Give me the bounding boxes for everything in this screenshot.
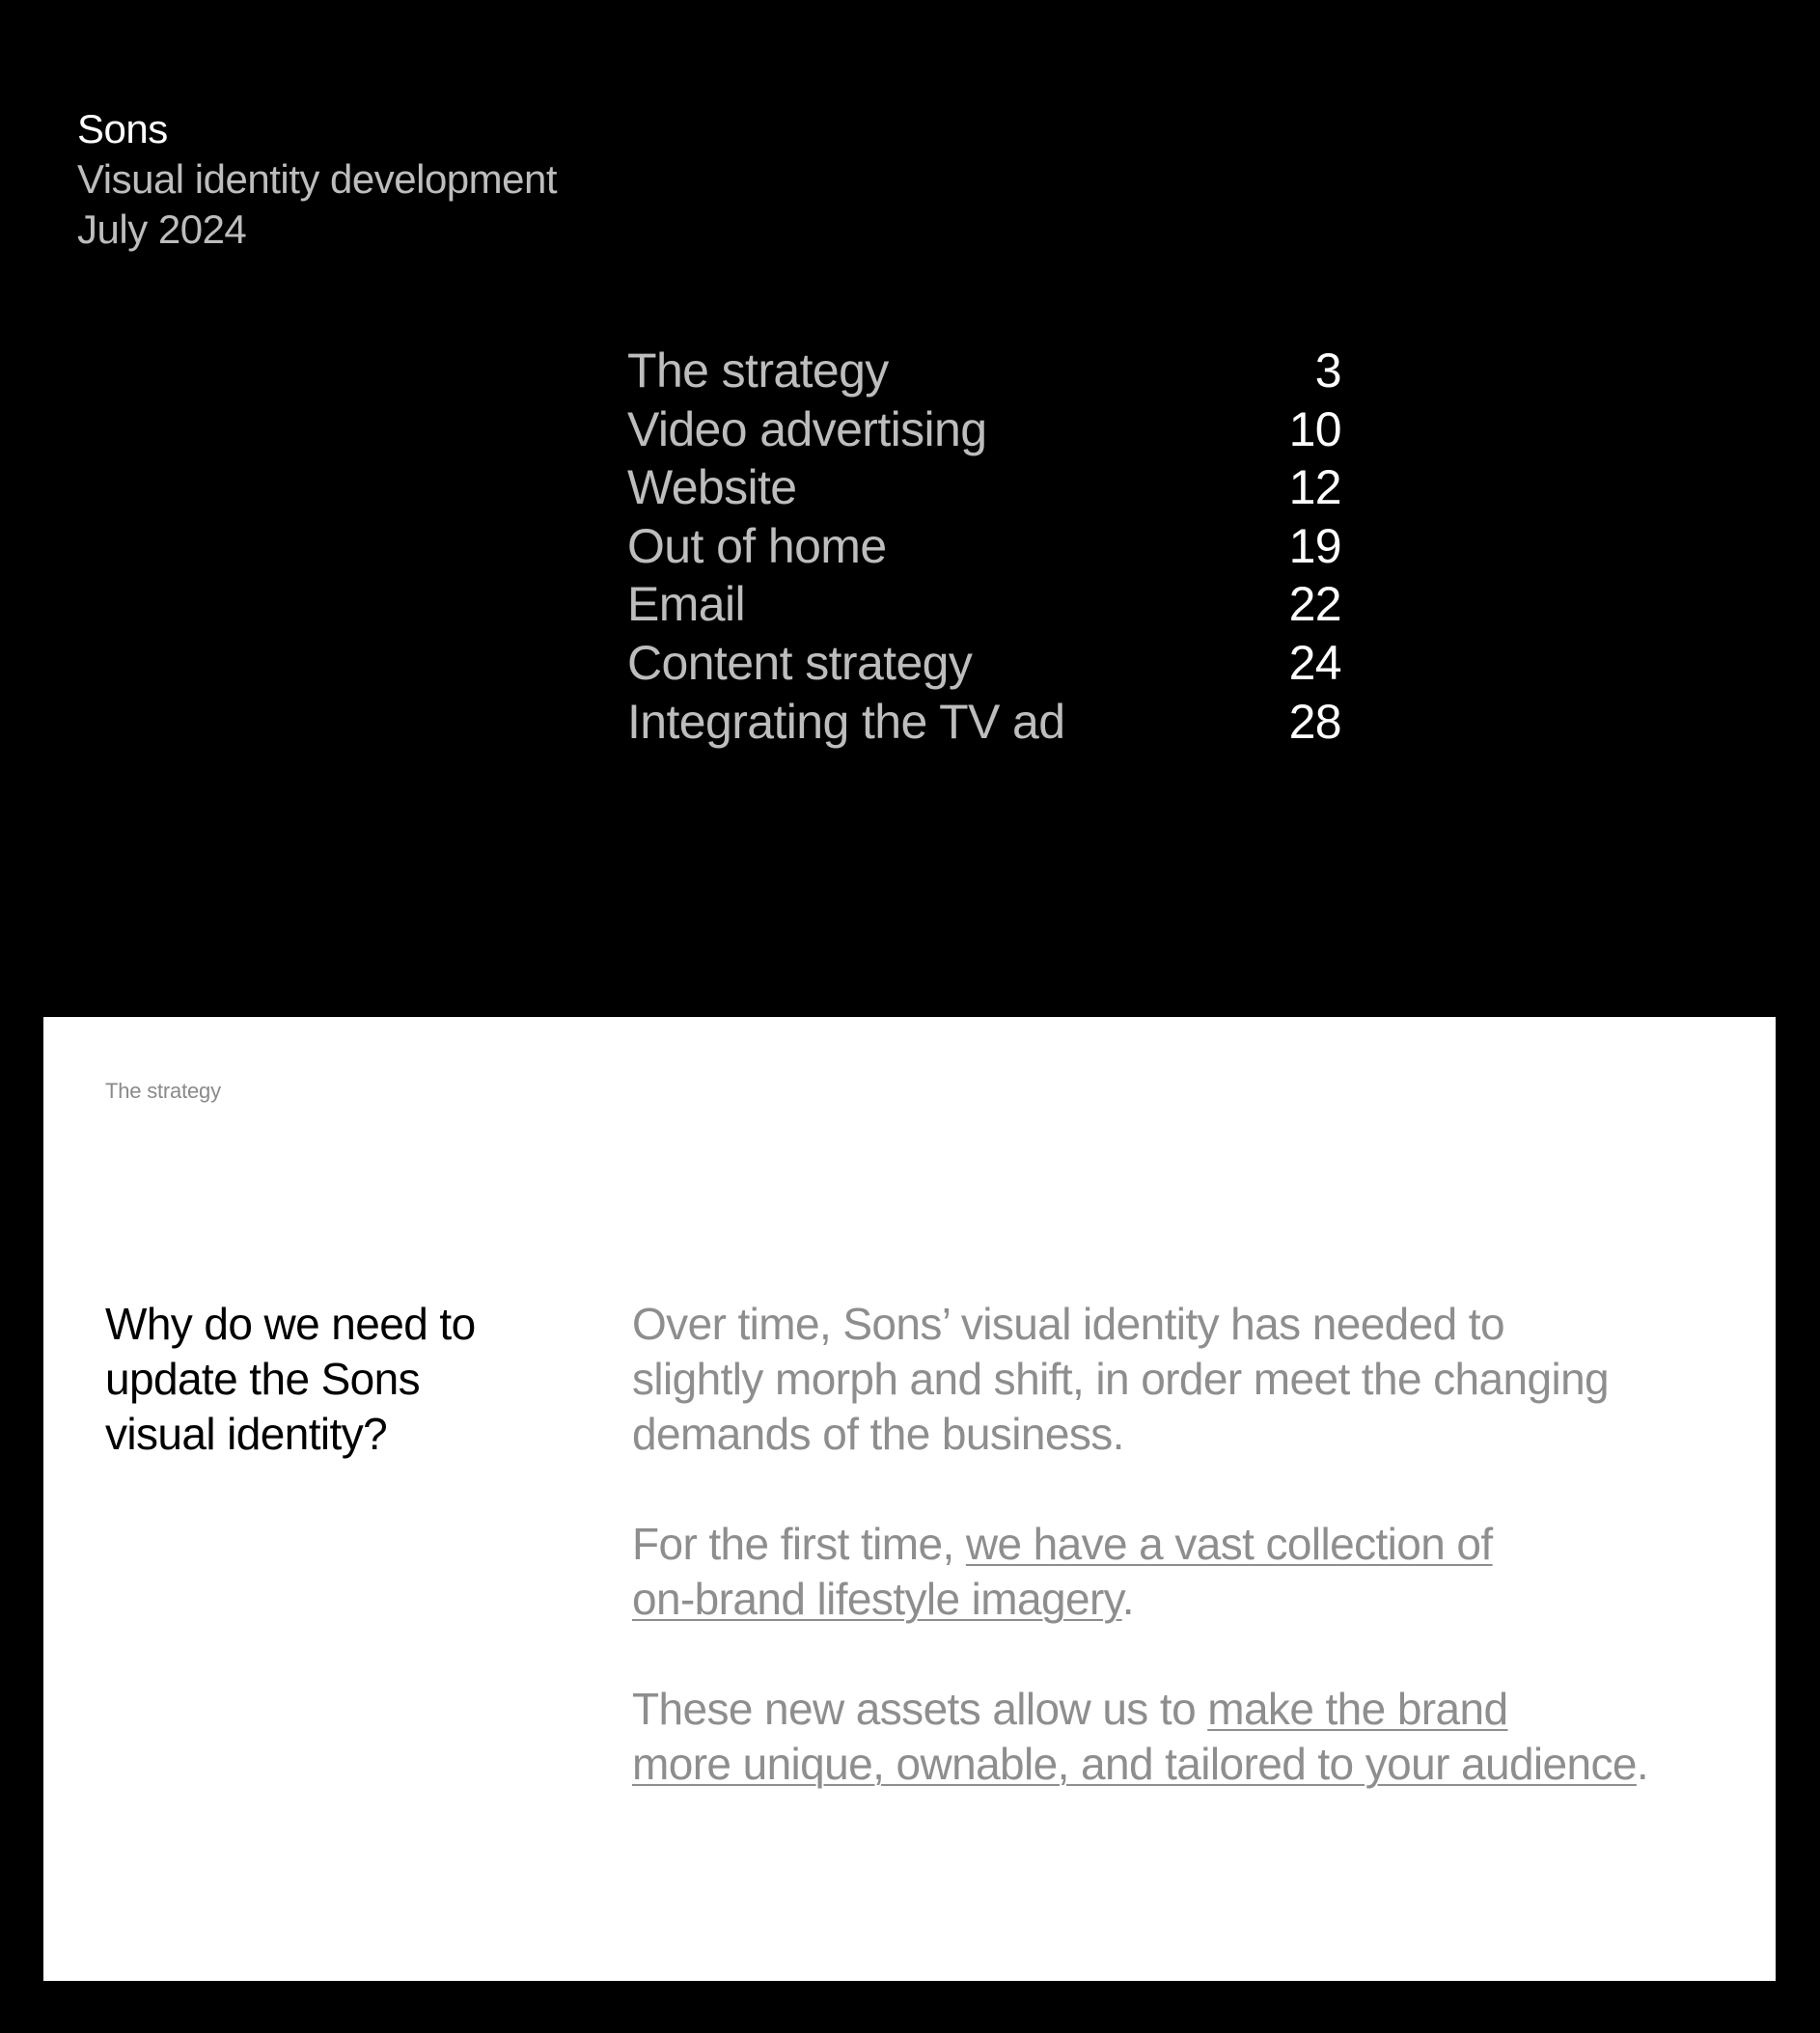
toc-item-title: The strategy	[627, 343, 889, 398]
toc-item-integrating-tv-ad[interactable]	[627, 693, 1341, 752]
slide-body	[632, 1297, 1732, 1847]
toc-item-title: Integrating the TV ad	[627, 694, 1065, 749]
question-line: update the Sons	[105, 1354, 421, 1404]
toc-item-page: 28	[1288, 694, 1341, 749]
toc-item-title: Content strategy	[627, 635, 973, 690]
body-line: slightly morph and shift, in order meet the changing	[632, 1354, 1610, 1404]
section-label: The strategy	[105, 1079, 221, 1103]
toc-item-page: 22	[1288, 577, 1341, 632]
toc-item-email[interactable]	[627, 575, 1341, 634]
toc-item-page: 10	[1288, 401, 1341, 456]
toc-item-page: 24	[1288, 635, 1341, 690]
toc-item-video-advertising[interactable]	[627, 400, 1341, 459]
body-line: Over time, Sons’ visual identity has needed to	[632, 1299, 1504, 1349]
toc-item-title: Website	[627, 460, 797, 515]
table-of-contents	[627, 342, 1341, 751]
cover-header	[77, 104, 557, 255]
toc-item-page: 12	[1288, 460, 1341, 515]
toc-item-page: 19	[1288, 518, 1341, 573]
toc-item-content-strategy[interactable]	[627, 634, 1341, 693]
link-text: on-brand lifestyle imagery	[632, 1574, 1122, 1624]
link-text: make the brand	[1207, 1684, 1508, 1734]
toc-item-title: Email	[627, 577, 746, 632]
brand-name: Sons	[77, 106, 168, 151]
link-text: more unique, ownable, and tailored to your audience	[632, 1739, 1637, 1789]
body-text: These new assets allow us to	[632, 1684, 1208, 1734]
body-paragraph	[632, 1517, 1732, 1627]
document-subtitle: Visual identity development	[77, 156, 558, 202]
body-text: For the first time,	[632, 1519, 966, 1569]
toc-item-the-strategy[interactable]	[627, 342, 1341, 400]
toc-item-title: Video advertising	[627, 401, 987, 456]
question-line: Why do we need to	[105, 1299, 476, 1349]
strategy-slide	[43, 1017, 1776, 1981]
toc-item-title: Out of home	[627, 518, 887, 573]
body-text: .	[1636, 1739, 1649, 1789]
body-paragraph	[632, 1682, 1732, 1792]
toc-item-page: 3	[1314, 343, 1341, 398]
toc-item-out-of-home[interactable]	[627, 517, 1341, 576]
link-text: we have a vast collection of	[965, 1519, 1493, 1569]
body-text: .	[1121, 1574, 1134, 1624]
body-line: demands of the business.	[632, 1409, 1124, 1459]
body-paragraph	[632, 1297, 1732, 1462]
document-date: July 2024	[77, 206, 247, 252]
slide-question	[105, 1297, 559, 1462]
question-line: visual identity?	[105, 1409, 388, 1459]
toc-item-website[interactable]	[627, 458, 1341, 517]
